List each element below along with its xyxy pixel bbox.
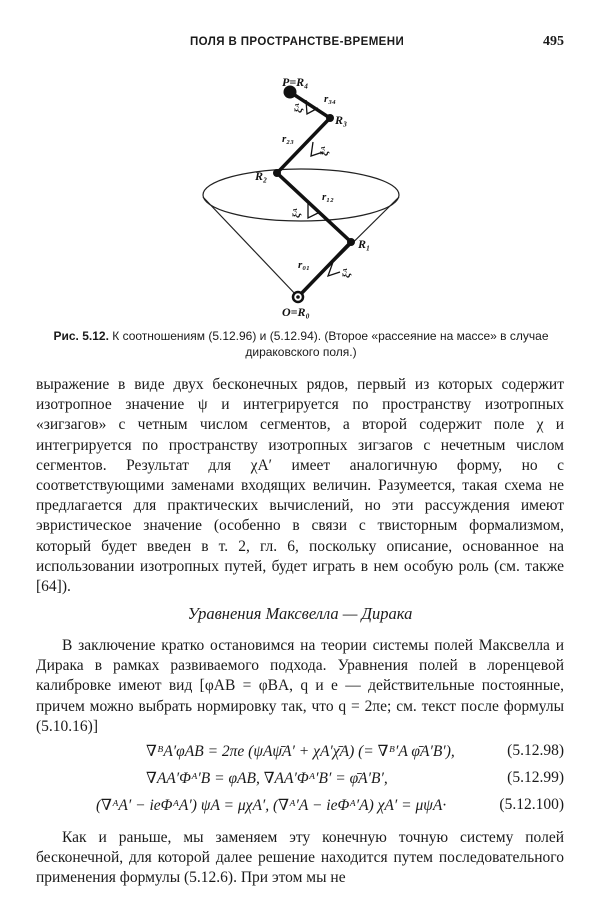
equation-math: ∇AA′Φᴬ′B = φAB, ∇AA′Φᴬ′B′ = φ̄A′B′, [146,770,388,787]
point-r1 [347,238,355,246]
label-p: P=R₄ [282,75,309,89]
label-r23: r₂₃ [282,133,294,145]
label-r1: R₁ [358,237,371,251]
label-xi1: ξᴬ [291,208,303,218]
page-number: 495 [543,34,564,49]
running-head: ПОЛЯ В ПРОСТРАНСТВЕ-ВРЕМЕНИ [190,36,405,48]
label-r12: r₁₂ [322,191,334,203]
paragraph-1 [36,375,564,597]
equation-number: (5.12.100) [499,796,564,813]
equation-number: (5.12.99) [507,769,564,786]
page-header [150,36,564,54]
paragraph-2-text: В заключение кратко остановимся на теории системы полей Максвелла и Дирака в рамках развиваемого подхода. Уравнения полей в лоренцевой калибровке имеют вид [φAB = φBA, q и e — действительные постоянные, причем можно выбрать нормировку так, что q = 2πe; см. текст после формулы (5.10.16)] [36,637,564,735]
point-r2 [273,169,281,177]
label-r3: R₃ [335,113,348,127]
label-r2: R₂ [255,169,268,183]
paragraph-1-text: выражение в виде двух бесконечных рядов, первый из которых содержит изотропное значение ψ и интегрируется по пространству изотропных «зигзагов» с четным числом сегментов, а второй содержит поле χ и интегрируется по пространству изотропных зигзагов с нечетным числом сегментов. Результат для χA′ имеет аналогичную форму, но с соответствующими заменами входящих величин. Разумеется, такая схема не предлагается для практических вычислений, но эти рассуждения имеют эвристическое значение (особенно в связи с твисторным формализмом, который будет введен в т. 2, гл. 6, поскольку описание, основанное на использовании изотропных путей, будет играть в нем особую роль (см. также [64]). [36,376,564,596]
light-cone-left-edge [203,197,298,297]
equation-row [36,792,564,819]
point-o-center [296,295,300,299]
point-r3 [326,114,334,122]
equation-row [36,738,564,765]
label-o: O=R₀ [282,305,310,319]
figure-caption [36,328,566,360]
equation-number: (5.12.98) [507,742,564,759]
paragraph-3 [36,828,564,889]
label-xi3: ξᴬ [293,103,305,113]
paragraph-2 [36,636,564,737]
equation-math: (∇ᴬA′ − ieΦᴬA′) ψA = μχA′, (∇ᴬ′A − ieΦᴬ′A) χA′ = μψA· [96,797,447,814]
label-r01: r₀₁ [298,259,310,271]
label-r34: r₃₄ [324,93,336,105]
equation-math: ∇ᴮA′φAB = 2πe (ψAψ̄A′ + χA′χ̄A) (= ∇ᴮ′A φ̄A′B′), [146,743,455,760]
label-xi2: ξᴬ [319,146,331,156]
section-title: Уравнения Максвелла — Дирака [187,604,413,623]
paragraph-3-text: Как и раньше, мы заменяем эту конечную точную систему полей бесконечной, для которой далее решение находится путем последовательного применения формулы (5.12.6). При этом мы не [36,829,564,887]
label-xi0: ξᴬ [341,268,353,278]
caption-text: К соотношениям (5.12.96) и (5.12.94). (Второе «рассеяние на массе» в случае дираковского поля.) [112,329,549,359]
equation-row [36,765,564,792]
equation-block [36,738,564,819]
null-zigzag-figure [190,62,420,324]
caption-label: Рис. 5.12. [53,329,109,343]
